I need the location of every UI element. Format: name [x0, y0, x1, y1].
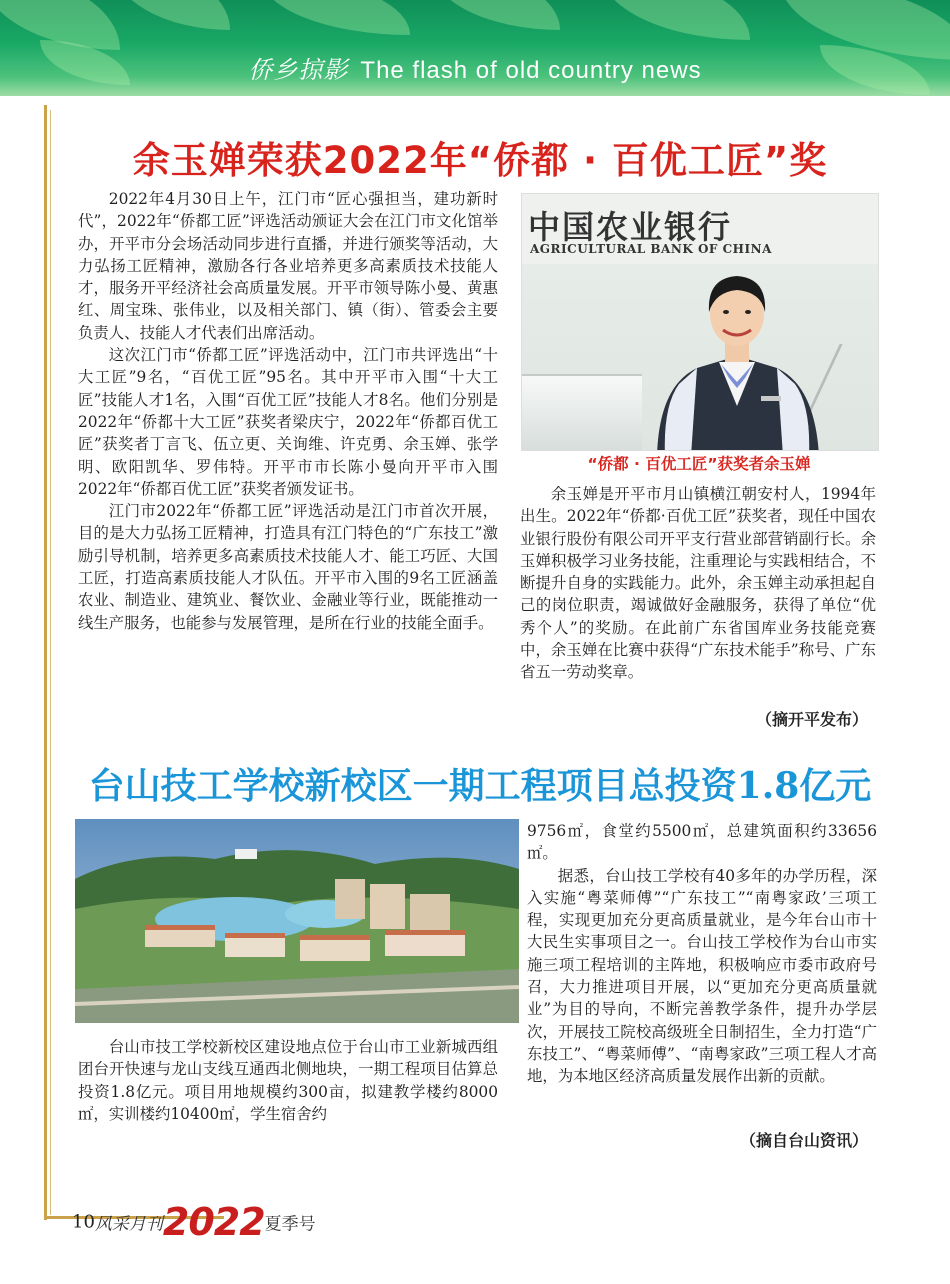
section-title: [0, 50, 950, 85]
bank-counter: [522, 374, 642, 451]
bank-sign-en: AGRICULTURAL BANK OF CHINA: [530, 242, 772, 256]
article2-headline: 台山技工学校新校区一期工程项目总投资1.8亿元: [88, 765, 872, 807]
page-number: 10: [72, 1211, 95, 1233]
article2-source: （摘自台山资讯）: [739, 1131, 868, 1150]
header-banner: [0, 0, 950, 96]
bank-sign-cn: 中国农业银行: [528, 208, 733, 246]
bio-paragraph: 余玉婵是开平市月山镇横江朝安村人，1994年出生。2022年“侨都·百优工匠”获奖者，现任中国农业银行股份有限公司开平支行营业部营销副行长。余玉婵积极学习业务技能，注重理论与实践相结合，不断提升自身的实践能力。此外，余玉婵主动承担起自己的岗位职责，竭诚做好金融服务，获得了单位“优秀个人”的奖励。在此前广东省国库业务技能竞赛中，余玉婵在比赛中获得“广东技术能手”称号、广东省五一劳动奖章。: [520, 485, 876, 682]
issue-year: 2022: [162, 1200, 265, 1244]
campus-rendering-photo: [75, 819, 519, 1023]
article1-paragraph: 这次江门市“侨都工匠”评选活动中，江门市共评选出“十大工匠”9名，“百优工匠”95名。其中开平市入围“十大工匠”技能人才1名，入围“百优工匠”技能人才8名。他们分别是2022年“侨都十大工匠”获奖者梁庆宁，2022年“侨都百优工匠”获奖者丁言飞、伍立更、关询维、许克勇、余玉婵、张学明、欧阳凯华、罗伟特。开平市市长陈小曼向开平市入围2022年“侨都百优工匠”获奖者颁发证书。: [78, 346, 498, 498]
issue-season: 夏季号: [264, 1214, 316, 1235]
article1-body: [78, 188, 498, 634]
article1-paragraph: 江门市2022年“侨都工匠”评选活动是江门市首次开展，目的是大力弘扬工匠精神，打造具有江门特色的“广东技工”激励引导机制，培养更多高素质技术技能人才、能工巧匠、大国工匠，打造高素质技能人才队伍。开平市入围的9名工匠涵盖农业、制造业、建筑业、餐饮业、金融业等行业，既能推动一线生产服务，也能参与发展管理，是所在行业的技能全面手。: [78, 502, 498, 632]
article2-paragraph-continued: 9756㎡，食堂约5500㎡，总建筑面积约33656㎡。: [527, 822, 877, 863]
article2-paragraph: 台山市技工学校新校区建设地点位于台山市工业新城西组团台开快速与龙山支线互通西北侧地块，一期工程项目估算总投资1.8亿元。项目用地规模约300亩，拟建教学楼约8000㎡，实训楼约10400㎡，学生宿舍约: [78, 1038, 498, 1123]
magazine-name: 风采月刊: [94, 1214, 163, 1235]
person-figure: [637, 256, 837, 451]
frame-line-vertical: [44, 105, 47, 1220]
article1-headline: 余玉婵荣获2022年“侨都 · 百优工匠”奖: [132, 139, 828, 182]
article1-bio: [520, 483, 876, 684]
section-title-cn: 侨乡掠影: [248, 57, 349, 84]
campus-rendering: [75, 819, 519, 1023]
section-title-en: The flash of old country news: [360, 57, 702, 84]
frame-line-vertical-inner: [50, 110, 51, 1215]
article2-paragraph: 据悉，台山技工学校有40多年的办学历程，深入实施“粤菜师傅”“广东技工”“南粤家政’三项工程，实现更加充分更高质量就业，是今年台山市十大民生实事项目之一。台山技工学校作为台山市实施三项工程培训的主阵地，积极响应市委市政府号召，大力推进项目开展，以“更加充分更高质量就业”为目的导向，不断完善教学条件，提升办学层次，开展技工院校高级班全日制招生，全力打造“广东技工”、“粤菜师傅”、“南粤家政”三项工程人才高地，为本地区经济高质量发展作出新的贡献。: [527, 866, 877, 1086]
award-winner-photo: [521, 193, 879, 451]
page-footer: [72, 1200, 316, 1244]
article2-body-right: [527, 820, 877, 1088]
photo-caption: “侨都 · 百优工匠”获奖者余玉婵: [587, 455, 811, 473]
article2-body-left: [78, 1036, 498, 1125]
article1-paragraph: 2022年4月30日上午，江门市“匠心强担当，建功新时代”，2022年“侨都工匠”评选活动颁证大会在江门市文化馆举办，开平市分会场活动同步进行直播，并进行颁奖等活动，大力弘扬工匠精神，激励各行各业培养更多高素质技术技能人才，服务开平经济社会高质量发展。开平市领导陈小曼、黄惠红、周宝珠、张伟业，以及相关部门、镇（街）、管委会主要负责人、技能人才代表们出席活动。: [78, 190, 498, 342]
article1-source: （摘开平发布）: [755, 710, 868, 729]
